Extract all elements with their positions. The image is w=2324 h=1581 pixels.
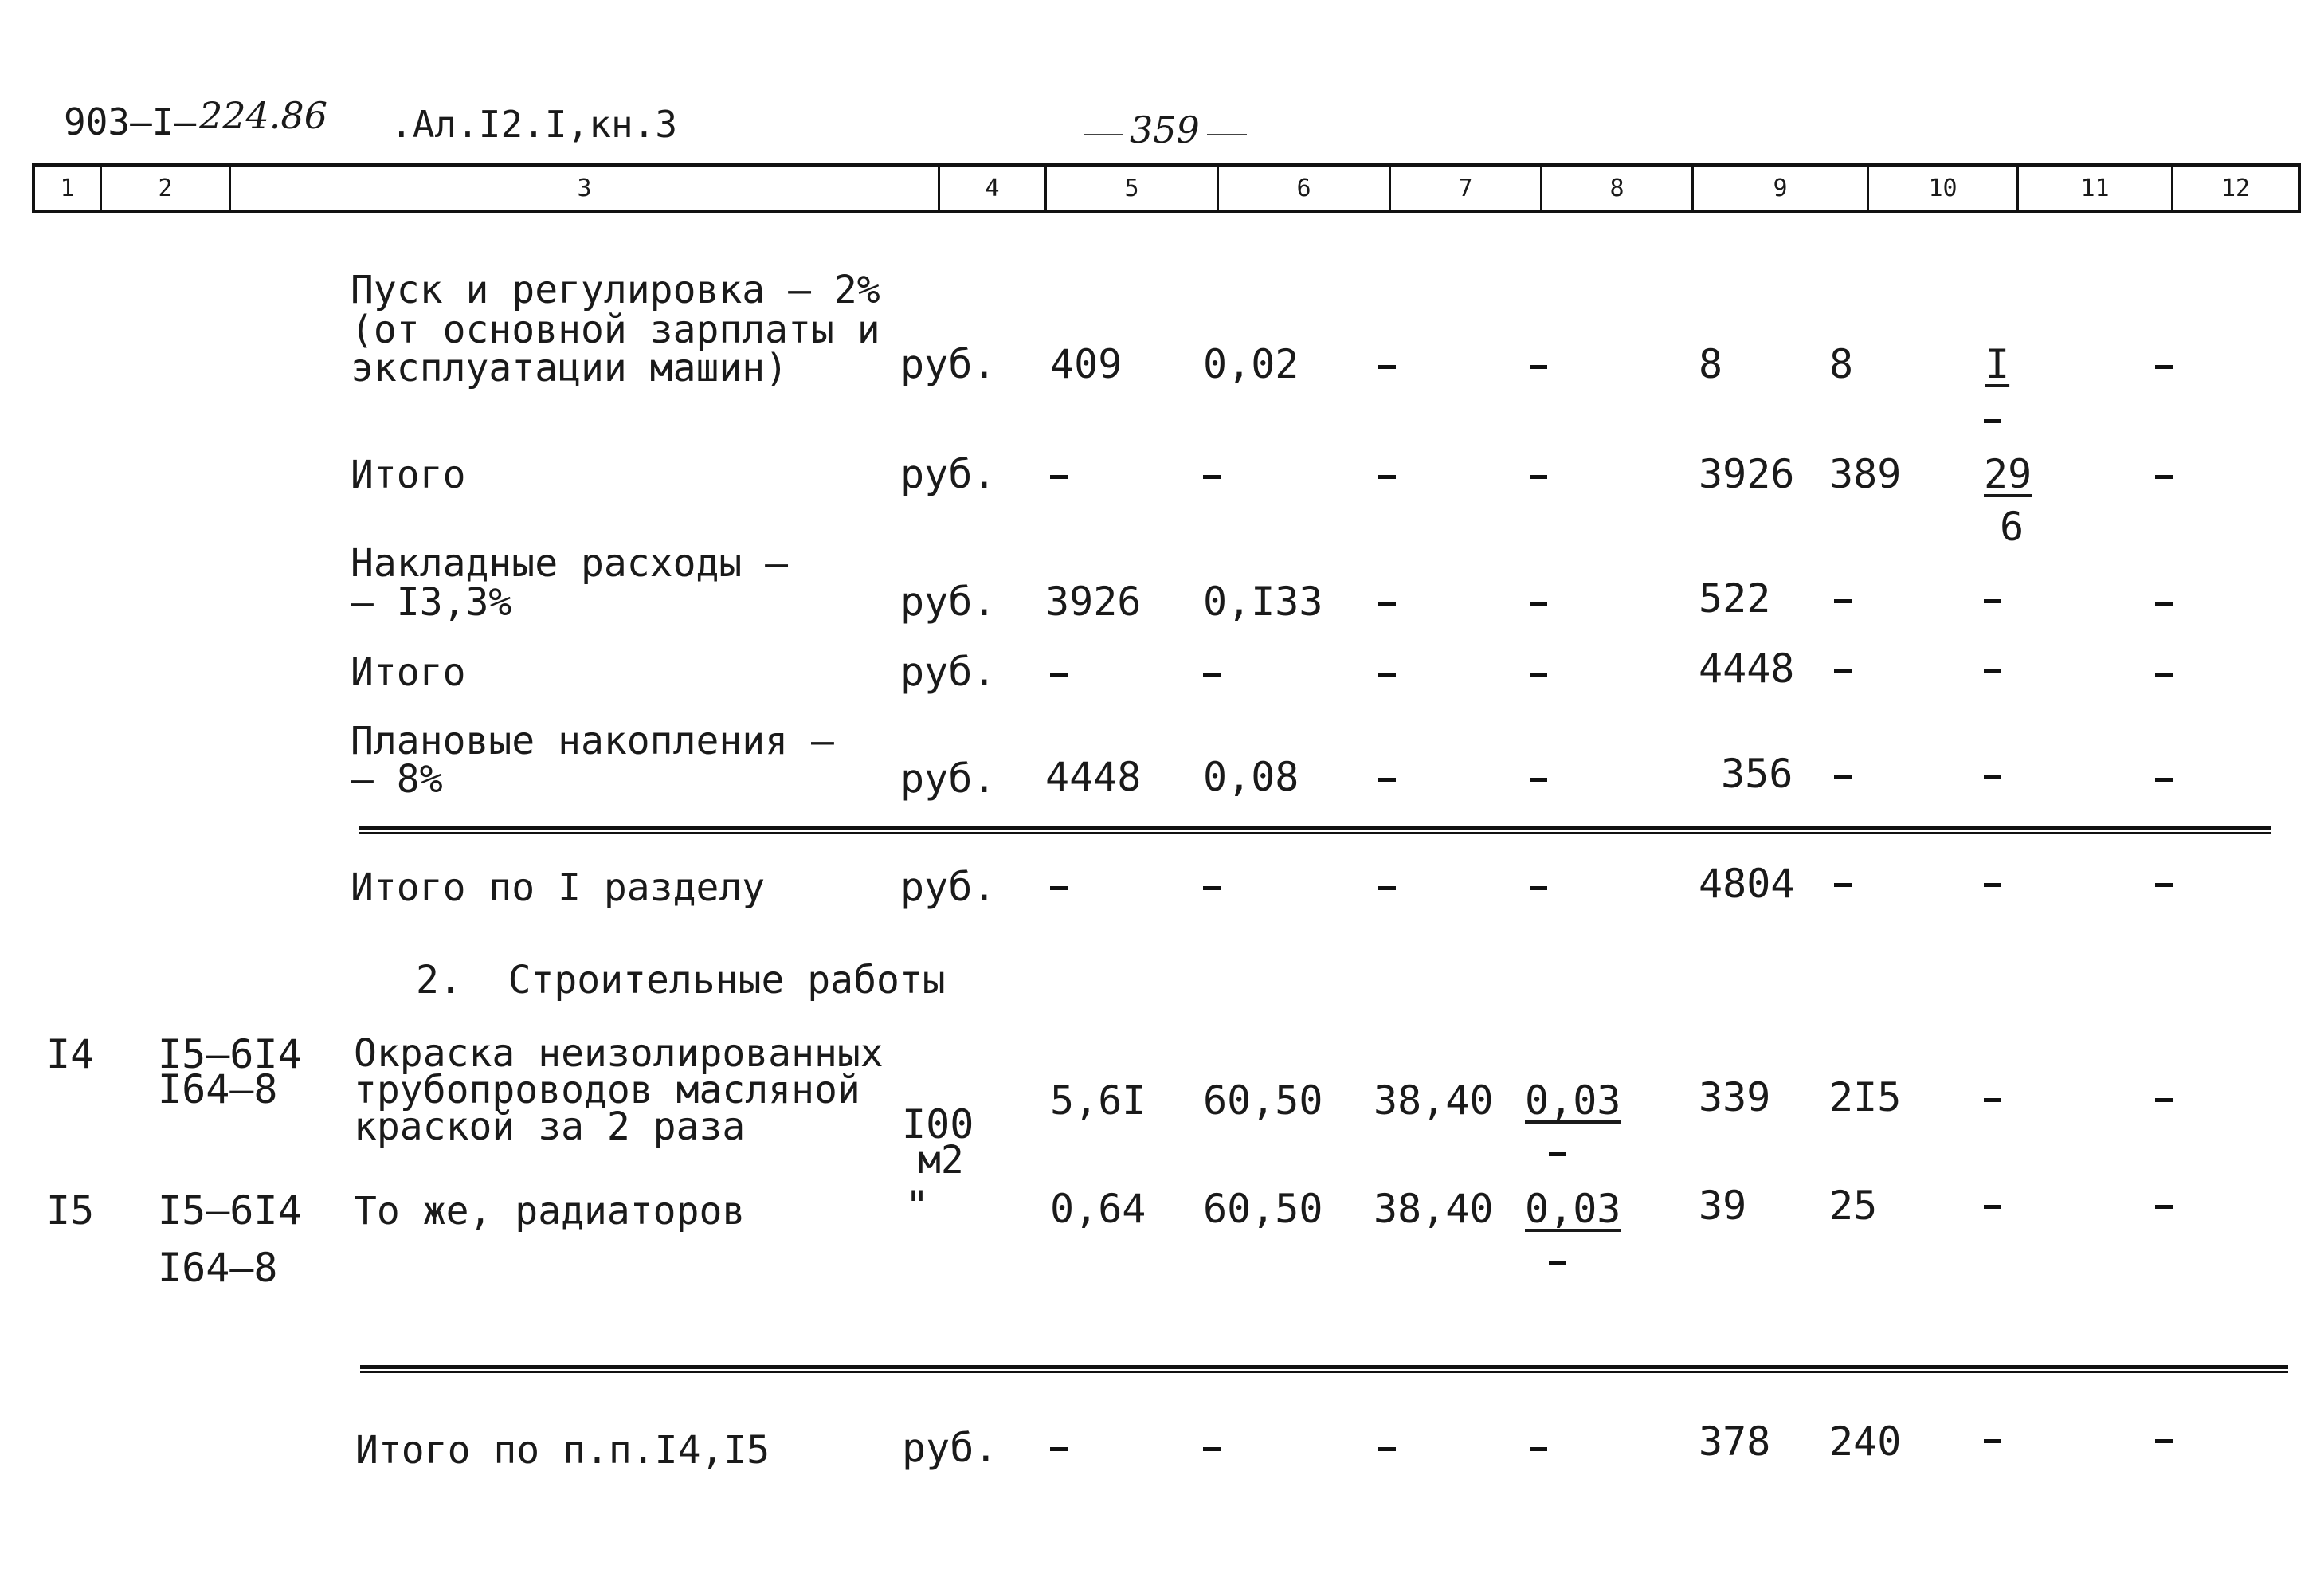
startup-description-line-3: эксплуатации машин) xyxy=(351,346,789,390)
page-number: 359 xyxy=(1130,108,1200,151)
overhead-description-line-2: – I3,3% xyxy=(351,580,512,625)
total1-unit: руб. xyxy=(900,451,997,497)
item14-code-1: I5–6I4 xyxy=(158,1031,302,1077)
column-header-4: 4 xyxy=(940,167,1047,210)
column-header-6: 6 xyxy=(1219,167,1391,210)
section-total-col5-dash xyxy=(1050,886,1068,890)
total1-label: Итого xyxy=(351,453,466,497)
item14-col8: 0,03 xyxy=(1525,1077,1621,1124)
item14-col5: 5,6I xyxy=(1050,1077,1146,1124)
section-total-col9: 4804 xyxy=(1699,861,1795,907)
items-total-unit: руб. xyxy=(902,1425,998,1471)
items-total-col7-dash xyxy=(1378,1447,1396,1451)
column-header-12: 12 xyxy=(2220,174,2251,202)
overhead-col5: 3926 xyxy=(1045,579,1142,625)
planned-description-line-2: – 8% xyxy=(351,757,443,802)
item14-col7: 38,40 xyxy=(1374,1077,1494,1124)
items-rule-upper xyxy=(360,1365,2288,1369)
item15-col12-dash xyxy=(2155,1205,2173,1209)
item15-col10: 25 xyxy=(1829,1183,1878,1229)
page-number-dash-left xyxy=(1084,134,1123,135)
overhead-col7-dash xyxy=(1378,602,1396,606)
total2-col5-dash xyxy=(1050,673,1068,677)
startup-description-line-2: (от основной зарплаты и xyxy=(351,308,880,352)
total1-col5-dash xyxy=(1050,475,1068,479)
planned-col8-dash xyxy=(1530,778,1547,782)
items-total-col11-dash xyxy=(1984,1439,2001,1443)
item14-description-line-2: трубопроводов масляной xyxy=(354,1068,860,1112)
page-number-dash-right xyxy=(1207,134,1247,135)
item15-col8-denominator-dash xyxy=(1549,1261,1566,1265)
item14-unit-line-1: I00 xyxy=(902,1101,974,1148)
item14-number: I4 xyxy=(46,1031,95,1077)
startup-col12-dash xyxy=(2155,365,2173,369)
planned-col6: 0,08 xyxy=(1203,754,1299,800)
startup-unit: руб. xyxy=(900,341,997,387)
item15-col8: 0,03 xyxy=(1525,1186,1621,1232)
item15-col5: 0,64 xyxy=(1050,1186,1146,1232)
column-header-9: 9 xyxy=(1694,167,1869,210)
startup-col10: 8 xyxy=(1829,341,1854,387)
column-header-11: 11 xyxy=(2019,167,2173,210)
item15-unit-ditto: " xyxy=(905,1183,930,1229)
total2-col10-dash xyxy=(1834,669,1852,673)
item14-code-2: I64–8 xyxy=(158,1066,278,1112)
items-total-col10: 240 xyxy=(1829,1418,1902,1465)
planned-col10-dash xyxy=(1834,775,1852,779)
overhead-col6: 0,I33 xyxy=(1203,579,1323,625)
total1-col6-dash xyxy=(1203,475,1221,479)
planned-col9: 356 xyxy=(1721,751,1793,797)
planned-col12-dash xyxy=(2155,778,2173,782)
item15-code-2: I64–8 xyxy=(158,1245,278,1291)
total2-col9: 4448 xyxy=(1699,645,1795,692)
item15-col9: 39 xyxy=(1699,1183,1747,1229)
section-total-col12-dash xyxy=(2155,883,2173,887)
overhead-col11-dash xyxy=(1984,599,2001,603)
item15-description: То же, радиаторов xyxy=(354,1189,746,1234)
planned-col7-dash xyxy=(1378,778,1396,782)
overhead-col10-dash xyxy=(1834,599,1852,603)
column-header-row xyxy=(32,163,2301,213)
total2-col11-dash xyxy=(1984,669,2001,673)
column-header-5: 5 xyxy=(1047,167,1219,210)
total1-col11-denominator: 6 xyxy=(2000,504,2024,550)
section-total-unit: руб. xyxy=(900,864,997,910)
document-code: 903–I– xyxy=(64,100,197,143)
startup-col8-dash xyxy=(1530,365,1547,369)
album-reference: .Ал.I2.I,кн.3 xyxy=(390,103,678,146)
section-total-col8-dash xyxy=(1530,886,1547,890)
item14-col8-denominator-dash xyxy=(1549,1152,1566,1156)
overhead-unit: руб. xyxy=(900,579,997,625)
item15-col6: 60,50 xyxy=(1203,1186,1323,1232)
overhead-col12-dash xyxy=(2155,602,2173,606)
items-total-col9: 378 xyxy=(1699,1418,1771,1465)
column-header-8: 8 xyxy=(1542,167,1694,210)
section-total-col6-dash xyxy=(1203,886,1221,890)
section-total-col7-dash xyxy=(1378,886,1396,890)
column-header-10: 10 xyxy=(1869,167,2019,210)
items-total-col5-dash xyxy=(1050,1447,1068,1451)
item15-col11-dash xyxy=(1984,1205,2001,1209)
column-header-1: 1 xyxy=(35,167,102,210)
planned-description-line-1: Плановые накопления – xyxy=(351,719,834,763)
column-header-3: 3 xyxy=(231,167,940,210)
items-total-col12-dash xyxy=(2155,1439,2173,1443)
item15-number: I5 xyxy=(46,1187,95,1234)
startup-description-line-1: Пуск и регулировка – 2% xyxy=(351,268,880,312)
total1-col11-numerator: 29 xyxy=(1984,451,2032,497)
startup-col7-dash xyxy=(1378,365,1396,369)
planned-col5: 4448 xyxy=(1045,754,1142,800)
total2-col6-dash xyxy=(1203,673,1221,677)
item15-code-1: I5–6I4 xyxy=(158,1187,302,1234)
item14-unit-line-2: м2 xyxy=(918,1138,964,1183)
startup-col11-denominator-dash xyxy=(1984,419,2001,423)
item15-col7: 38,40 xyxy=(1374,1186,1494,1232)
total2-label: Итого xyxy=(351,650,466,695)
item14-description-line-1: Окраска неизолированных xyxy=(354,1031,884,1076)
items-total-label: Итого по п.п.I4,I5 xyxy=(355,1428,770,1473)
item14-col10: 2I5 xyxy=(1829,1074,1902,1120)
item14-description-line-3: краской за 2 раза xyxy=(354,1104,746,1149)
item14-col12-dash xyxy=(2155,1098,2173,1102)
item14-col6: 60,50 xyxy=(1203,1077,1323,1124)
section-total-label: Итого по I разделу xyxy=(351,865,766,910)
section-rule-upper xyxy=(359,826,2271,830)
section-total-col10-dash xyxy=(1834,883,1852,887)
section-rule-lower xyxy=(359,832,2271,834)
item14-col11-dash xyxy=(1984,1098,2001,1102)
section-2-heading: 2. Строительные работы xyxy=(416,958,946,1002)
column-header-7: 7 xyxy=(1391,167,1542,210)
total2-unit: руб. xyxy=(900,649,997,695)
startup-col9: 8 xyxy=(1699,341,1723,387)
total1-col12-dash xyxy=(2155,475,2173,479)
item14-col9: 339 xyxy=(1699,1074,1771,1120)
total2-col8-dash xyxy=(1530,673,1547,677)
overhead-col8-dash xyxy=(1530,602,1547,606)
planned-col11-dash xyxy=(1984,775,2001,779)
startup-col5: 409 xyxy=(1050,341,1123,387)
startup-col6: 0,02 xyxy=(1203,341,1299,387)
column-header-2: 2 xyxy=(102,167,231,210)
overhead-description-line-1: Накладные расходы – xyxy=(351,541,789,586)
section-total-col11-dash xyxy=(1984,883,2001,887)
planned-unit: руб. xyxy=(900,755,997,802)
total1-col10: 389 xyxy=(1829,451,1902,497)
overhead-col9: 522 xyxy=(1699,575,1771,622)
items-rule-lower xyxy=(360,1371,2288,1373)
items-total-col6-dash xyxy=(1203,1447,1221,1451)
document-code-handwritten: 224.86 xyxy=(199,94,327,137)
total1-col8-dash xyxy=(1530,475,1547,479)
startup-col11: I xyxy=(1985,341,2010,387)
items-total-col8-dash xyxy=(1530,1447,1547,1451)
total2-col12-dash xyxy=(2155,673,2173,677)
total2-col7-dash xyxy=(1378,673,1396,677)
total1-col9: 3926 xyxy=(1699,451,1795,497)
total1-col7-dash xyxy=(1378,475,1396,479)
